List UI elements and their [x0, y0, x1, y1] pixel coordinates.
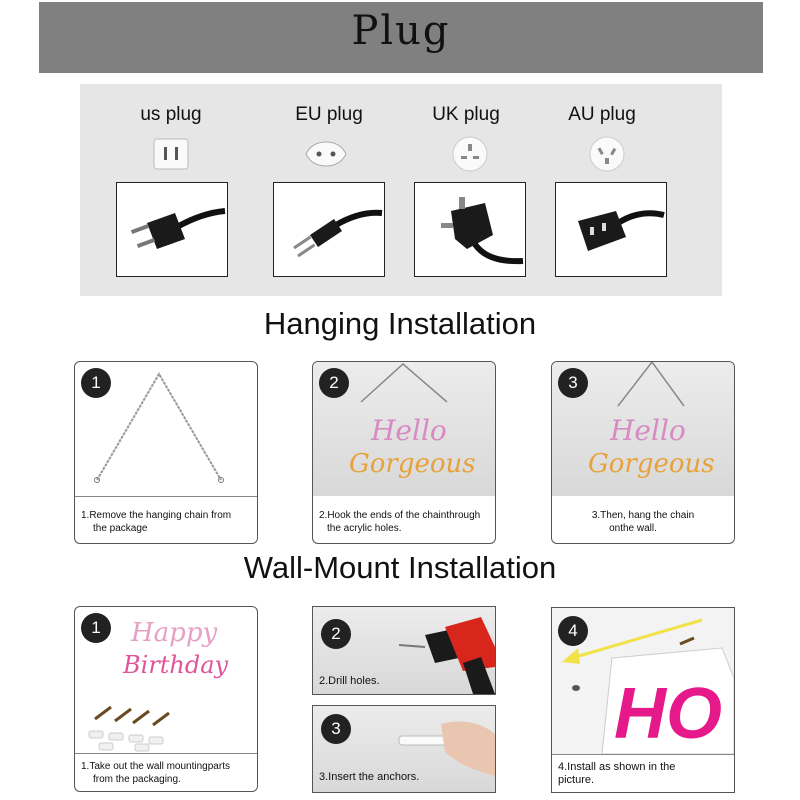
- svg-text:Happy: Happy: [131, 618, 218, 648]
- uk-socket-icon: [450, 136, 490, 172]
- step-caption: 3.Then, hang the chain onthe wall.: [591, 510, 695, 534]
- wall-step-3-card: [312, 705, 496, 793]
- svg-text:Hello: Hello: [610, 414, 686, 447]
- step-number-badge: 1: [81, 368, 111, 398]
- header-bar: [39, 2, 763, 73]
- plug-panel: [80, 84, 722, 296]
- step-caption: 2.Hook the ends of the chainthrough the acrylic holes.: [319, 510, 481, 534]
- hanging-step-1-card: [74, 361, 258, 544]
- step-number-badge: 3: [558, 368, 588, 398]
- au-plug-icon: [556, 183, 666, 276]
- au-socket-icon: [587, 136, 627, 172]
- step-number-badge: 2: [319, 368, 349, 398]
- step-caption: 2.Drill holes.: [319, 675, 380, 687]
- plug-label-uk: UK plug: [432, 104, 500, 125]
- wall-step-2-card: [312, 606, 496, 695]
- step-number-badge: 3: [321, 714, 351, 744]
- page-title: Plug: [351, 8, 451, 54]
- uk-plug-icon: [415, 183, 525, 276]
- step-number-badge: 1: [81, 613, 111, 643]
- plug-label-us: us plug: [140, 104, 202, 125]
- step-caption: 1.Take out the wall mountingparts from the packaging.: [81, 761, 230, 785]
- us-plug-photo: [116, 182, 228, 277]
- svg-text:Gorgeous: Gorgeous: [349, 449, 476, 479]
- us-plug-icon: [117, 183, 227, 276]
- uk-plug-photo: [414, 182, 526, 277]
- hanging-step-3-card: [551, 361, 735, 544]
- svg-text:Hello: Hello: [371, 414, 447, 447]
- hanging-step-2-card: [312, 361, 496, 544]
- us-socket-icon: [153, 138, 189, 170]
- step-number-badge: 2: [321, 619, 351, 649]
- eu-socket-icon: [302, 138, 350, 170]
- step-caption: 4.Install as shown in the picture.: [558, 761, 676, 786]
- svg-text:Birthday: Birthday: [123, 651, 229, 679]
- hoa-letters: HO: [614, 674, 722, 754]
- plug-label-eu: EU plug: [295, 104, 363, 125]
- eu-plug-icon: [274, 183, 384, 276]
- wall-step-4-card: [551, 607, 735, 793]
- svg-text:Gorgeous: Gorgeous: [588, 449, 715, 479]
- step-number-badge: 4: [558, 616, 588, 646]
- plug-label-au: AU plug: [568, 104, 636, 125]
- hanging-section-title: Hanging Installation: [263, 306, 537, 341]
- step-caption: 3.Insert the anchors.: [319, 771, 420, 783]
- wall-section-title: Wall-Mount Installation: [243, 550, 557, 585]
- step-caption: 1.Remove the hanging chain from the package: [81, 510, 232, 534]
- au-plug-photo: [555, 182, 667, 277]
- wall-step-1-card: [74, 606, 258, 792]
- eu-plug-photo: [273, 182, 385, 277]
